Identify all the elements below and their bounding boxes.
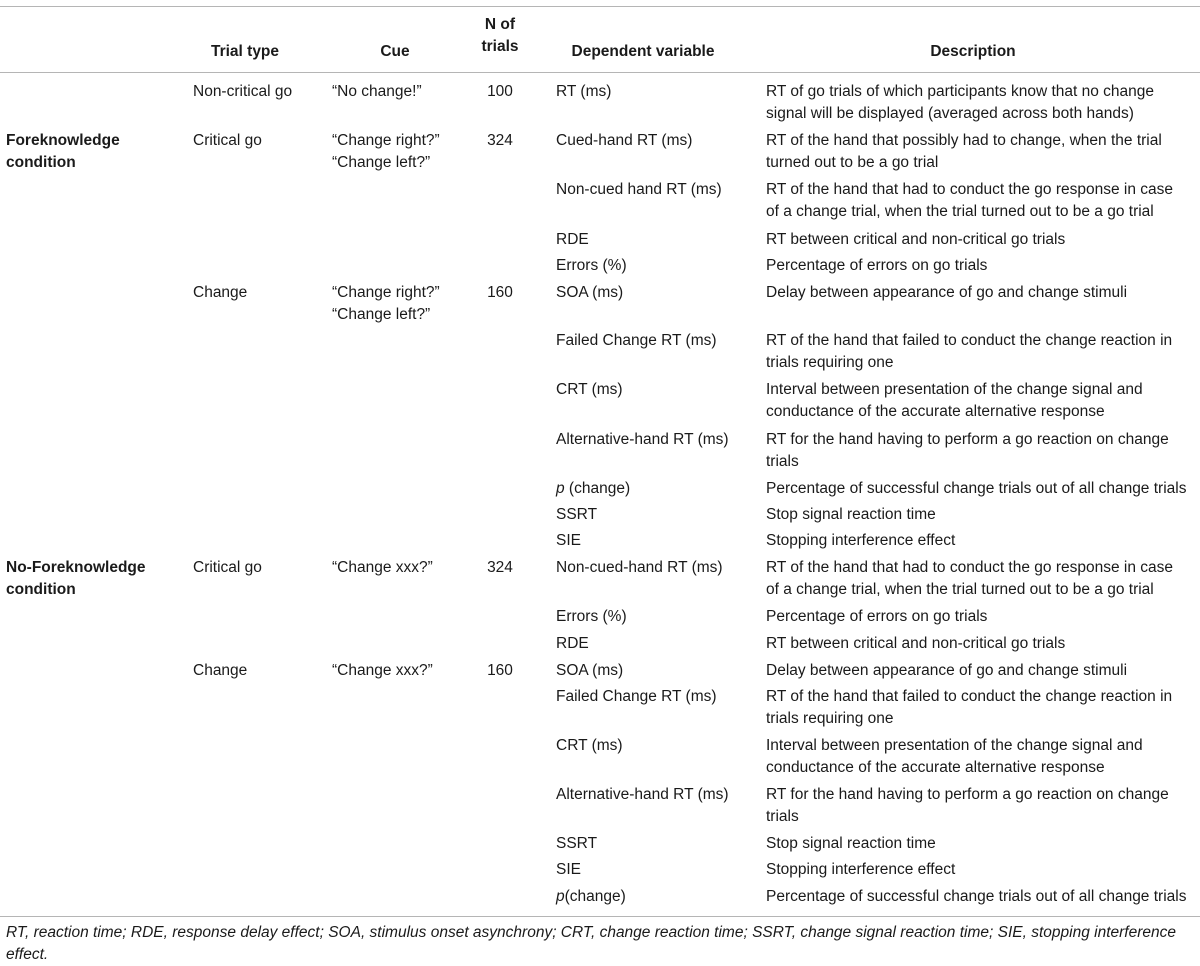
description-cell: [766, 859, 955, 881]
dependent-variable-cell: CRT (ms): [556, 737, 623, 754]
description-line: RT of the hand that failed to conduct the change reaction in: [766, 332, 1173, 349]
description-cell: [766, 130, 1162, 174]
description-cell: [766, 530, 955, 552]
cue-line: “Change xxx?”: [332, 662, 433, 679]
description-line: RT of the hand that had to conduct the go response in case: [766, 181, 1174, 198]
n-trials-cell: 160: [487, 284, 513, 301]
description-cell: [766, 81, 1154, 125]
description-line: Percentage of errors on go trials: [766, 608, 988, 625]
cue-line: “No change!”: [332, 83, 422, 100]
header-n-of-trials: [470, 14, 530, 58]
header-description: Description: [930, 43, 1016, 60]
cue-line: “Change right?”: [332, 284, 440, 301]
trial-type-cell: Critical go: [193, 132, 262, 149]
description-cell: [766, 282, 1127, 304]
condition-foreknowledge-line1: Foreknowledge: [6, 132, 120, 149]
dependent-variable-cell: CRT (ms): [556, 381, 623, 398]
description-line: Percentage of successful change trials out of all change trials: [766, 888, 1187, 905]
italic-symbol: p: [556, 480, 565, 497]
description-cell: [766, 606, 987, 628]
trial-type-cell: Non-critical go: [193, 83, 293, 100]
description-line: Stop signal reaction time: [766, 835, 936, 852]
description-cell: [766, 784, 1169, 828]
description-cell: [766, 379, 1143, 423]
header-dependent-variable: Dependent variable: [571, 43, 715, 60]
n-trials-cell: 324: [487, 132, 513, 149]
description-line: trials: [766, 453, 799, 470]
dependent-variable-cell: Alternative-hand RT (ms): [556, 431, 729, 448]
description-line: RT of the hand that failed to conduct the change reaction in: [766, 688, 1173, 705]
dependent-variable-cell: RT (ms): [556, 83, 612, 100]
description-cell: [766, 557, 1173, 601]
trial-type-cell: Change: [193, 662, 248, 679]
cue-cell: [332, 660, 433, 682]
header-cue: Cue: [380, 43, 410, 60]
italic-symbol: p: [556, 888, 565, 905]
description-line: Interval between presentation of the change signal and: [766, 381, 1143, 398]
dependent-variable-cell: Alternative-hand RT (ms): [556, 786, 729, 803]
header-trial-type: Trial type: [210, 43, 280, 60]
description-line: RT of go trials of which participants know that no change: [766, 83, 1155, 100]
dependent-variable-cell: Errors (%): [556, 608, 627, 625]
cue-line: “Change left?”: [332, 154, 431, 171]
condition-no-foreknowledge-line2: condition: [6, 581, 76, 598]
description-line: Stopping interference effect: [766, 861, 956, 878]
cue-line: “Change left?”: [332, 306, 431, 323]
description-line: Stopping interference effect: [766, 532, 956, 549]
top-rule: [0, 6, 1200, 7]
cue-line: “Change right?”: [332, 132, 440, 149]
description-cell: [766, 886, 1186, 908]
dependent-variable-cell: Failed Change RT (ms): [556, 332, 717, 349]
description-cell: [766, 633, 1065, 655]
description-line: RT between critical and non-critical go trials: [766, 635, 1066, 652]
description-line: of a change trial, when the trial turned out to be a go trial: [766, 203, 1154, 220]
dependent-variable-cell: SSRT: [556, 506, 598, 523]
description-line: turned out to be a go trial: [766, 154, 939, 171]
description-line: Percentage of errors on go trials: [766, 257, 988, 274]
description-cell: [766, 833, 936, 855]
description-line: RT for the hand having to perform a go reaction on change: [766, 786, 1169, 803]
description-line: RT between critical and non-critical go trials: [766, 231, 1066, 248]
description-line: Delay between appearance of go and change stimuli: [766, 284, 1128, 301]
header-rule: [0, 72, 1200, 73]
cue-cell: [332, 81, 422, 103]
description-cell: [766, 255, 987, 277]
trial-type-cell: Change: [193, 284, 248, 301]
dependent-variable-cell: Errors (%): [556, 257, 627, 274]
n-trials-cell: 100: [487, 83, 513, 100]
dependent-variable-cell: SOA (ms): [556, 662, 624, 679]
description-cell: [766, 229, 1065, 251]
description-cell: [766, 504, 936, 526]
dependent-variable-cell: p(change): [556, 888, 626, 905]
condition-foreknowledge: [6, 130, 120, 174]
description-line: of a change trial, when the trial turned out to be a go trial: [766, 581, 1154, 598]
cue-cell: [332, 130, 440, 174]
description-cell: [766, 735, 1143, 779]
dependent-variable-cell: Cued-hand RT (ms): [556, 132, 693, 149]
n-trials-cell: 324: [487, 559, 513, 576]
description-cell: [766, 429, 1169, 473]
description-line: RT for the hand having to perform a go reaction on change: [766, 431, 1169, 448]
header-n-line2: trials: [481, 38, 519, 55]
description-line: conductance of the accurate alternative response: [766, 403, 1105, 420]
description-line: Percentage of successful change trials out of all change trials: [766, 480, 1187, 497]
description-line: RT of the hand that had to conduct the go response in case: [766, 559, 1174, 576]
description-line: Delay between appearance of go and change stimuli: [766, 662, 1128, 679]
description-cell: [766, 179, 1173, 223]
description-line: conductance of the accurate alternative response: [766, 759, 1105, 776]
n-trials-cell: 160: [487, 662, 513, 679]
description-cell: [766, 330, 1172, 374]
description-line: Stop signal reaction time: [766, 506, 936, 523]
description-line: trials requiring one: [766, 710, 894, 727]
dependent-variable-cell: p (change): [556, 480, 631, 497]
description-line: Interval between presentation of the change signal and: [766, 737, 1143, 754]
bottom-rule: [0, 916, 1200, 917]
header-n-line1: N of: [484, 16, 516, 33]
condition-no-foreknowledge-line1: No-Foreknowledge: [6, 559, 146, 576]
table-footnote: RT, reaction time; RDE, response delay effect; SOA, stimulus onset asynchrony; CRT, change reaction time; SSRT, change signal reaction time; SIE, stopping interference effect.: [6, 924, 1176, 963]
dependent-variable-cell: SSRT: [556, 835, 598, 852]
dependent-variable-cell: Non-cued-hand RT (ms): [556, 559, 723, 576]
description-line: trials: [766, 808, 799, 825]
description-line: trials requiring one: [766, 354, 894, 371]
trial-type-cell: Critical go: [193, 559, 262, 576]
cue-cell: [332, 557, 433, 579]
description-cell: [766, 660, 1127, 682]
dependent-variable-cell: SIE: [556, 861, 581, 878]
description-line: RT of the hand that possibly had to change, when the trial: [766, 132, 1162, 149]
condition-no-foreknowledge: [6, 557, 146, 601]
description-cell: [766, 686, 1172, 730]
cue-line: “Change xxx?”: [332, 559, 433, 576]
cue-cell: [332, 282, 440, 326]
dependent-variable-cell: Non-cued hand RT (ms): [556, 181, 722, 198]
dependent-variable-cell: Failed Change RT (ms): [556, 688, 717, 705]
dependent-variable-cell: SIE: [556, 532, 581, 549]
dependent-variable-cell: SOA (ms): [556, 284, 624, 301]
dependent-variable-cell: RDE: [556, 231, 589, 248]
dependent-variable-cell: RDE: [556, 635, 589, 652]
description-cell: [766, 478, 1186, 500]
description-line: signal will be displayed (averaged across both hands): [766, 105, 1134, 122]
condition-foreknowledge-line2: condition: [6, 154, 76, 171]
